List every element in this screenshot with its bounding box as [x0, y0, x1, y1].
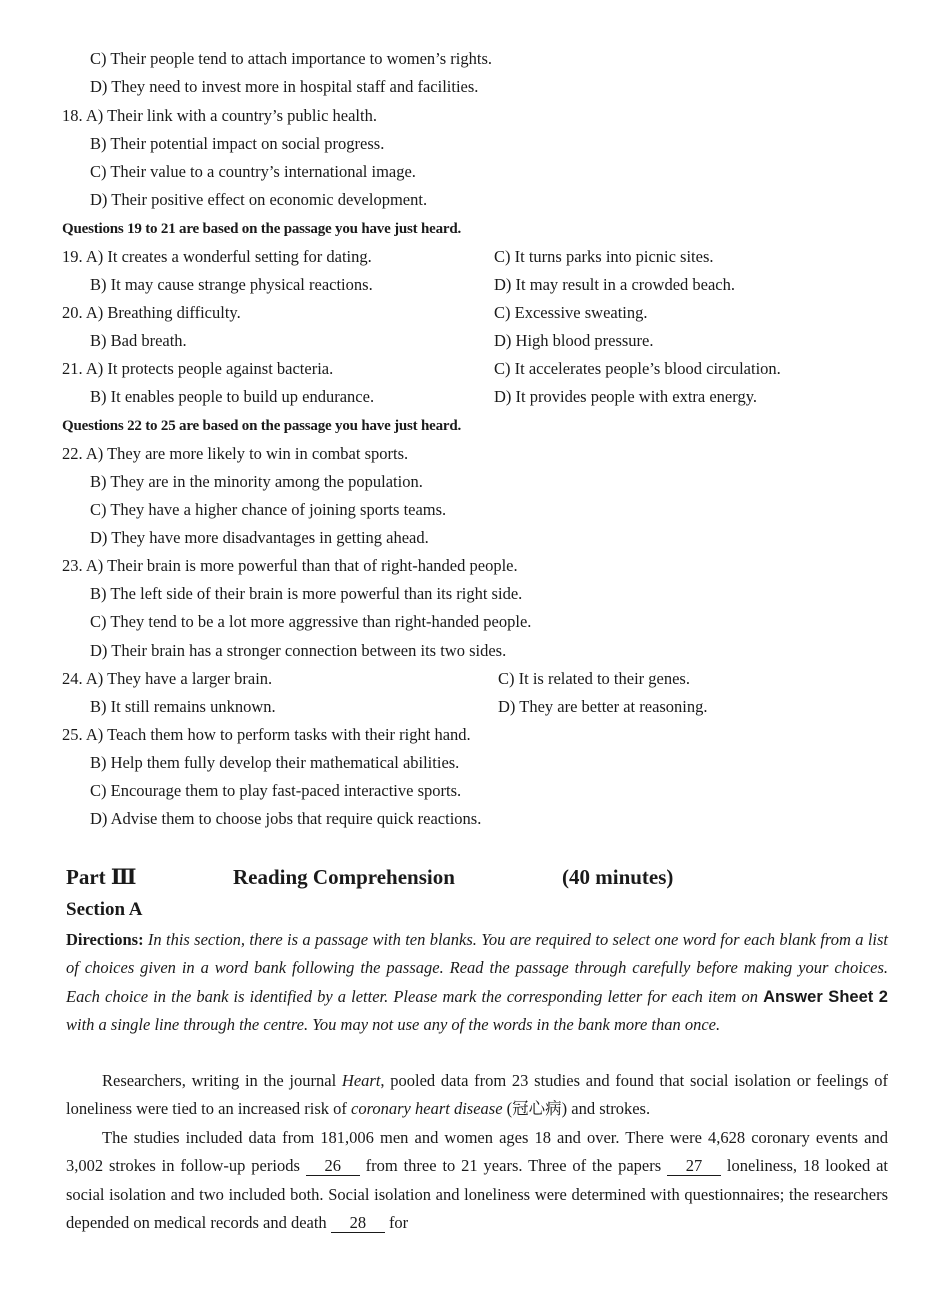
- q22-option-c: C) They have a higher chance of joining sports teams.: [90, 500, 447, 519]
- questions-19-21-heading: Questions 19 to 21 are based on the passage you have just heard.: [62, 221, 462, 237]
- answer-sheet-ref: Answer Sheet 2: [763, 987, 888, 1006]
- journal-name: Heart: [341, 1071, 381, 1090]
- blank-26: 26: [306, 1157, 360, 1176]
- part-label: Part Ⅲ: [66, 865, 137, 889]
- q23-option-d: D) Their brain has a stronger connection between its two sides.: [90, 641, 507, 660]
- questions-22-25-heading: Questions 22 to 25 are based on the passage you have just heard.: [62, 418, 462, 434]
- blank-27: 27: [667, 1157, 721, 1176]
- p2-text-a: The studies included data from 181,006 men and women ages 18 and over. There were 4,628 coronary events and 3,002 strokes in follow-up periods: [66, 1128, 888, 1176]
- q20-option-d: D) High blood pressure.: [494, 331, 654, 350]
- q21-option-a: 21. A) It protects people against bacteria.: [62, 359, 334, 378]
- q19-option-d: D) It may result in a crowded beach.: [494, 275, 735, 294]
- p2-text-c: loneliness, 18 looked at social isolation and two included both. Social isolation and loneliness were determined with questionnaires; the researchers depended on medical records and death: [66, 1156, 889, 1232]
- section-heading: Section A: [66, 899, 143, 920]
- p2-text-b: from three to 21 years. Three of the papers: [359, 1156, 668, 1176]
- q19-option-a: 19. A) It creates a wonderful setting for dating.: [62, 247, 372, 266]
- q18-option-c: C) Their value to a country’s international image.: [90, 162, 416, 181]
- directions-label: Directions:: [66, 930, 144, 949]
- q22-option-b: B) They are in the minority among the population.: [90, 472, 423, 491]
- q21-option-d: D) It provides people with extra energy.: [494, 387, 758, 406]
- q18-option-a: 18. A) Their link with a country’s public health.: [62, 106, 377, 125]
- p1-text-a: Researchers, writing in the journal: [102, 1071, 342, 1090]
- q24-option-a: 24. A) They have a larger brain.: [62, 669, 273, 688]
- q21-option-b: B) It enables people to build up endurance.: [90, 387, 375, 406]
- q23-option-a: 23. A) Their brain is more powerful than that of right-handed people.: [62, 556, 518, 575]
- directions-text-1: In this section, there is a passage with ten blanks. You are required to select one word for each blank from a list of choices given in a word bank following the passage. Read the passage through carefully before making your choices. Each choice in the bank is identified by a letter. Please mark the corresponding letter for each item on: [66, 930, 888, 1006]
- part-title: Reading Comprehension: [233, 865, 455, 889]
- q24-option-b: B) It still remains unknown.: [90, 697, 276, 716]
- disease-term: coronary heart disease: [351, 1099, 503, 1119]
- q19-option-c: C) It turns parks into picnic sites.: [494, 247, 714, 266]
- p1-text-b: , pooled data from 23 studies and found that social isolation or feelings of loneliness were tied to an increased risk of: [66, 1071, 888, 1119]
- q25-option-a: 25. A) Teach them how to perform tasks with their right hand.: [62, 725, 471, 744]
- q25-option-d: D) Advise them to choose jobs that require quick reactions.: [90, 809, 482, 828]
- q18-option-d: D) Their positive effect on economic development.: [90, 190, 428, 209]
- q20-option-b: B) Bad breath.: [90, 331, 187, 350]
- q21-option-c: C) It accelerates people’s blood circulation.: [494, 359, 781, 378]
- directions-text-2: with a single line through the centre. You may not use any of the words in the bank more than once.: [66, 1014, 721, 1034]
- passage-paragraph-2: [66, 1124, 888, 1237]
- q24-option-c: C) It is related to their genes.: [498, 669, 690, 688]
- q17-option-d: D) They need to invest more in hospital staff and facilities.: [90, 77, 479, 96]
- q23-option-c: C) They tend to be a lot more aggressive than right-handed people.: [90, 612, 532, 631]
- q24-option-d: D) They are better at reasoning.: [498, 697, 708, 716]
- q20-option-c: C) Excessive sweating.: [494, 303, 648, 322]
- p2-text-d: for: [384, 1212, 409, 1232]
- q20-option-a: 20. A) Breathing difficulty.: [62, 303, 241, 322]
- part-time: (40 minutes): [562, 865, 674, 889]
- directions-paragraph: [66, 926, 888, 1039]
- p1-text-c: (冠心病) and strokes.: [502, 1099, 651, 1119]
- blank-28: 28: [331, 1214, 385, 1233]
- q22-option-a: 22. A) They are more likely to win in combat sports.: [62, 444, 409, 463]
- q25-option-b: B) Help them fully develop their mathematical abilities.: [90, 753, 460, 772]
- q18-option-b: B) Their potential impact on social progress.: [90, 134, 385, 153]
- q19-option-b: B) It may cause strange physical reactions.: [90, 275, 373, 294]
- q23-option-b: B) The left side of their brain is more powerful than its right side.: [90, 584, 523, 603]
- q22-option-d: D) They have more disadvantages in getting ahead.: [90, 528, 429, 547]
- q17-option-c: C) Their people tend to attach importance to women’s rights.: [90, 49, 493, 68]
- passage-paragraph-1: [66, 1067, 888, 1124]
- q25-option-c: C) Encourage them to play fast-paced interactive sports.: [90, 781, 462, 800]
